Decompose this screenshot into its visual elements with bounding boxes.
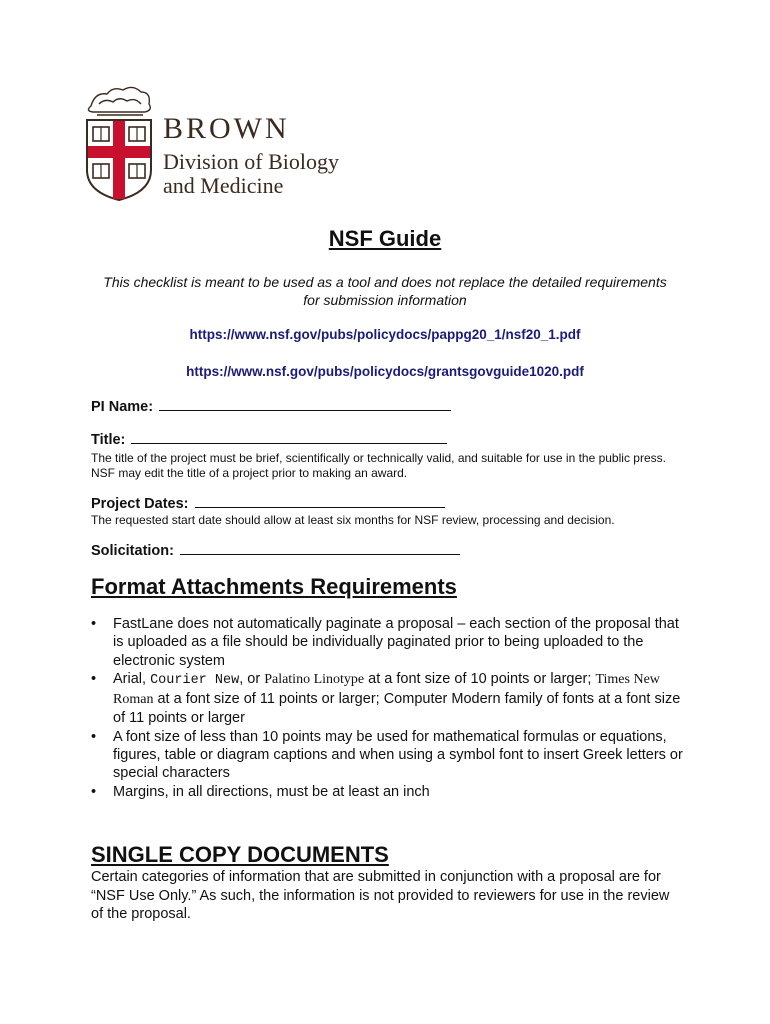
solicitation-blank[interactable] xyxy=(180,542,460,555)
font-palatino: Palatino Linotype xyxy=(264,671,365,687)
pi-name-blank[interactable] xyxy=(159,398,451,411)
list-item xyxy=(91,670,686,728)
title-field xyxy=(91,431,447,448)
nsf-pappg-link[interactable]: https://www.nsf.gov/pubs/policydocs/pappg20_1/nsf20_1.pdf xyxy=(189,327,581,342)
bullet-icon: • xyxy=(91,783,97,800)
list-item xyxy=(91,783,686,801)
brown-university-shield-icon xyxy=(83,84,155,202)
single-copy-text: Certain categories of information that are submitted in conjunction with a proposal are for “NSF Use Only.” As such, the information is not provided to reviewers for use in the review of the proposal. xyxy=(91,869,670,922)
format-requirements-heading: Format Attachments Requirements xyxy=(91,574,457,599)
project-dates-field xyxy=(91,495,445,512)
font-times: Times New Roman xyxy=(113,671,660,708)
single-copy-heading: SINGLE COPY DOCUMENTS xyxy=(91,842,389,867)
project-dates-blank[interactable] xyxy=(195,495,445,508)
font-arial: Arial, xyxy=(113,670,147,687)
brown-logo xyxy=(83,84,363,204)
bullet-icon: • xyxy=(91,670,97,687)
intro-text: This checklist is meant to be used as a tool and does not replace the detailed requirements for submission information xyxy=(103,274,667,308)
pi-name-field xyxy=(91,398,451,415)
title-label: Title: xyxy=(91,432,126,448)
font-mid-text: at a font size of 10 points or larger; xyxy=(368,670,592,687)
division-line-1: Division of Biology xyxy=(163,149,340,174)
title-note: The title of the project must be brief, scientifically or technically valid, and suitable for use in the public press. NSF may edit the title of a project prior to making an award. xyxy=(91,451,666,480)
list-item xyxy=(91,615,686,670)
requirement-text: A font size of less than 10 points may be used for mathematical formulas or equations, figures, table or diagram captions and when using a symbol font to insert Greek letters or special characters xyxy=(113,728,683,782)
bullet-icon: • xyxy=(91,616,97,632)
division-line-2: and Medicine xyxy=(163,173,284,198)
logo-wordmark: BROWN xyxy=(163,112,290,145)
font-end-text: at a font size of 11 points or larger; Computer Modern family of fonts at a font size of 11 points or larger xyxy=(113,691,681,727)
font-courier: Courier New xyxy=(150,672,240,688)
requirement-text: FastLane does not automatically paginate a proposal – each section of the proposal that is uploaded as a file should be individually paginated prior to being uploaded to the electronic system xyxy=(113,616,679,669)
solicitation-label: Solicitation: xyxy=(91,543,174,559)
grants-gov-guide-link[interactable]: https://www.nsf.gov/pubs/policydocs/grantsgovguide1020.pdf xyxy=(186,364,584,379)
title-blank[interactable] xyxy=(131,431,447,444)
font-or: , or xyxy=(239,670,261,687)
page-title: NSF Guide xyxy=(328,226,442,251)
pi-name-label: PI Name: xyxy=(91,399,154,415)
dates-note: The requested start date should allow at least six months for NSF review, processing and decision. xyxy=(91,513,615,527)
logo-text xyxy=(163,112,339,198)
format-requirements-list xyxy=(91,615,686,801)
solicitation-field xyxy=(91,542,460,559)
bullet-icon: • xyxy=(91,728,97,745)
project-dates-label: Project Dates: xyxy=(91,496,189,512)
requirement-text: Margins, in all directions, must be at least an inch xyxy=(113,783,430,800)
list-item xyxy=(91,728,686,783)
